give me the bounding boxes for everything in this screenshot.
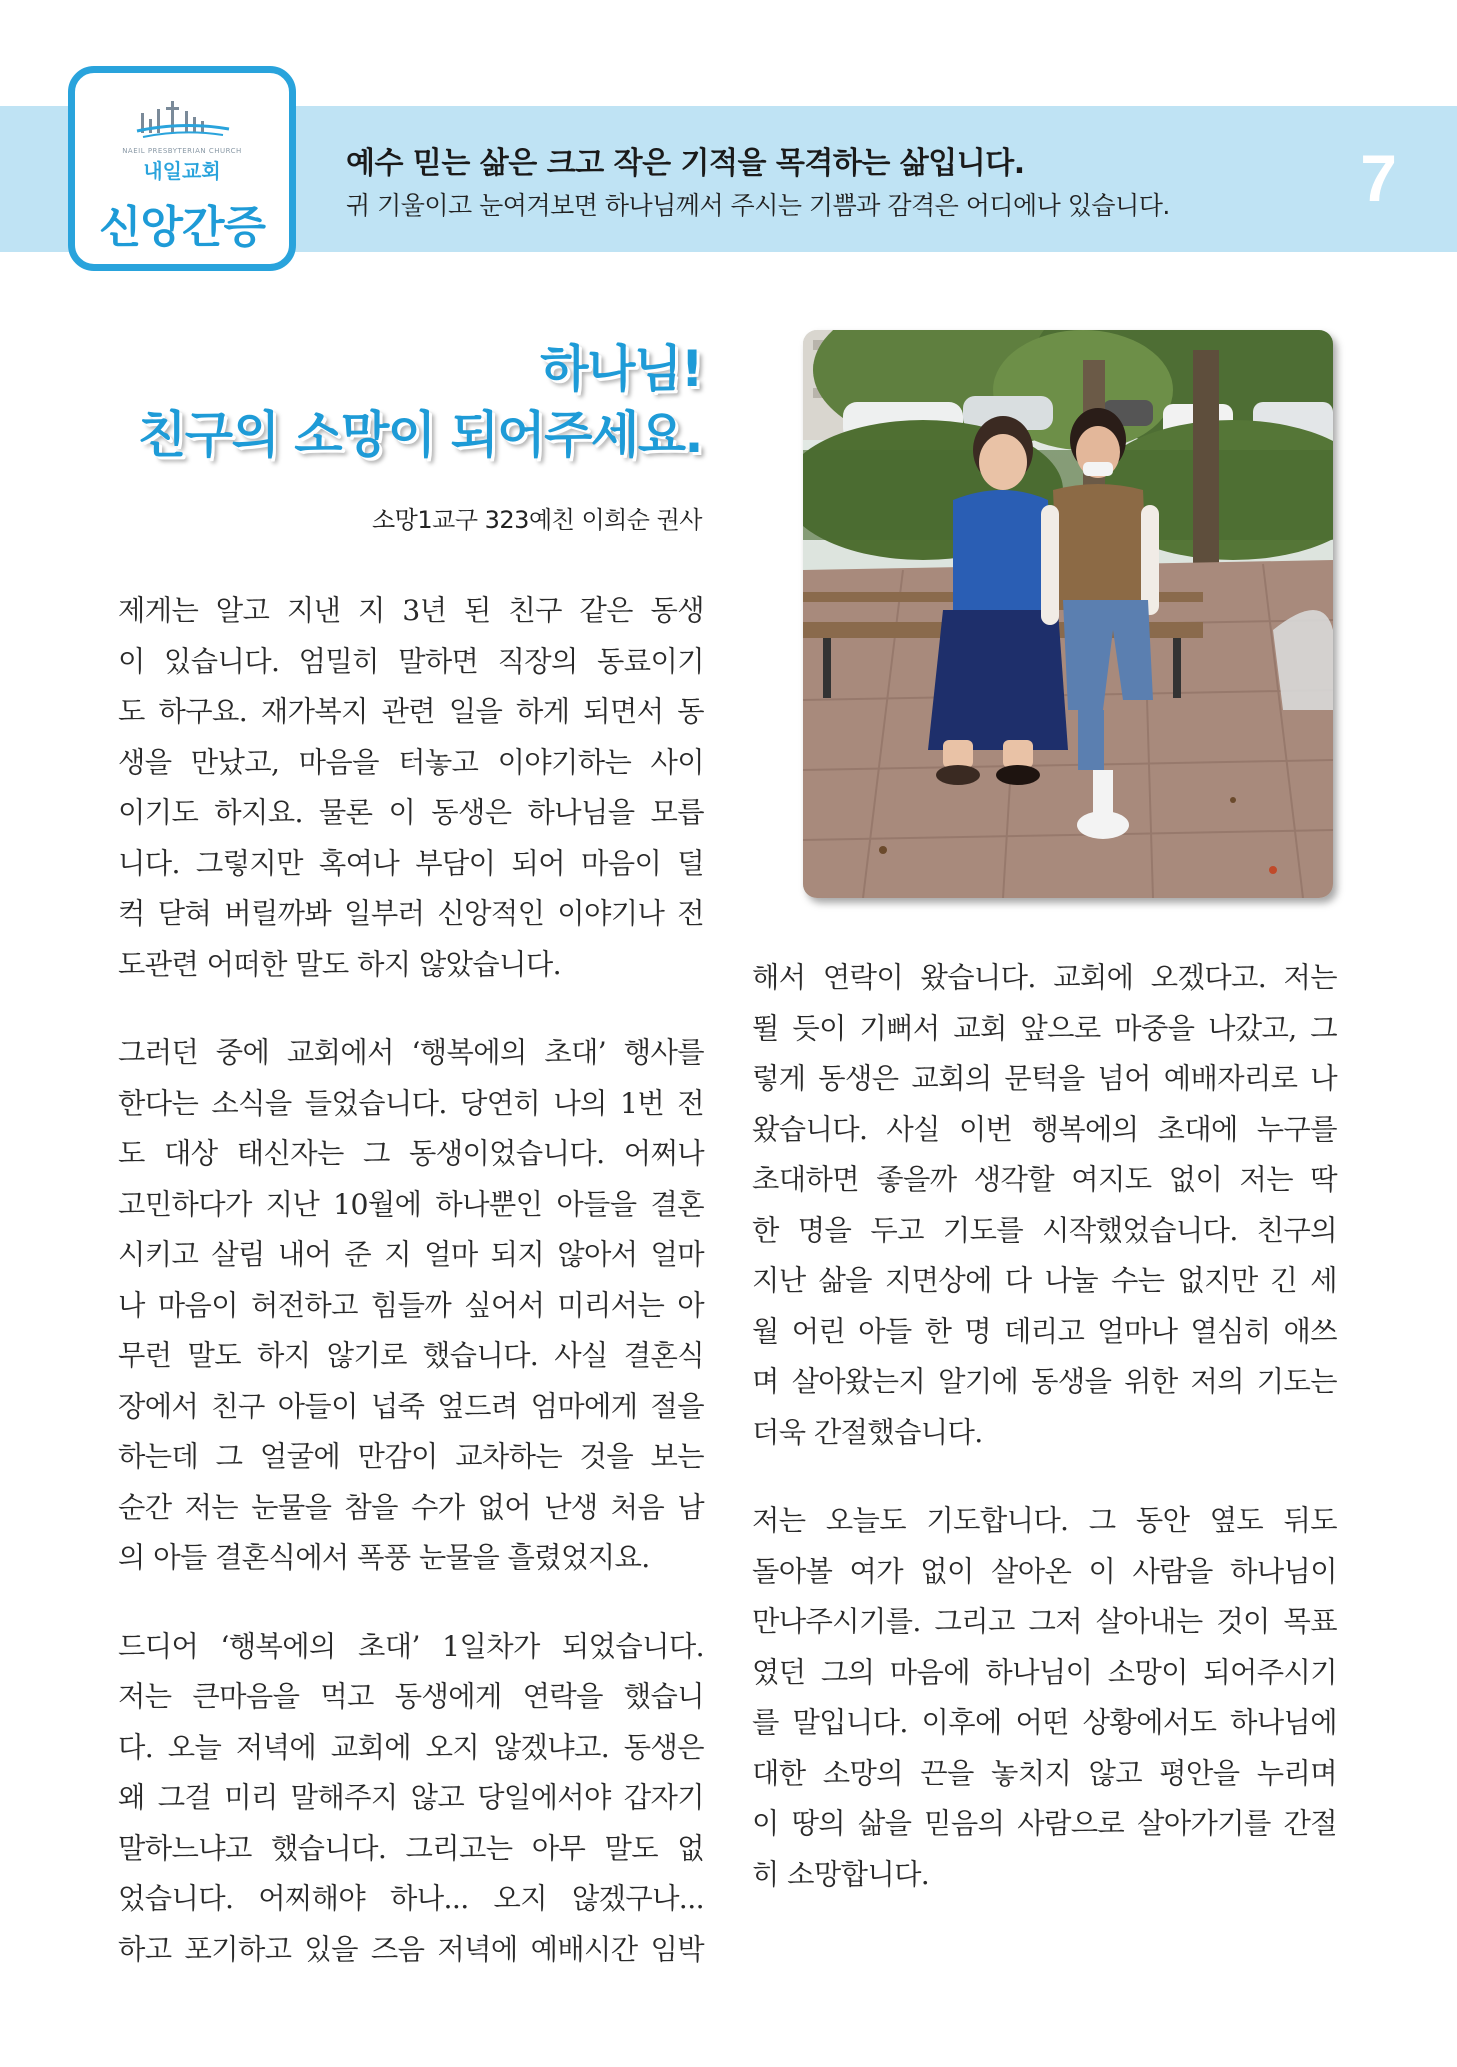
page-number: 7 — [1360, 141, 1397, 215]
article-right-column — [752, 953, 1337, 1900]
article-text-line: 무런 말도 하지 않기로 했습니다. 사실 결혼식 — [118, 1339, 704, 1372]
article-text-line: 히 소망합니다. — [752, 1857, 930, 1891]
article-text-line: 월 어린 아들 한 명 데리고 얼마나 열심히 애쓰 — [752, 1314, 1337, 1348]
logo-english-text: NAEIL PRESBYTERIAN CHURCH — [122, 147, 242, 155]
article-text-line: 저는 큰마음을 먹고 동생에게 연락을 했습니 — [118, 1680, 704, 1713]
article-text-line: 다. 오늘 저녁에 교회에 오지 않겠냐고. 동생은 — [118, 1730, 704, 1764]
article-text-line: 왔습니다. 사실 이번 행복에의 초대에 누구를 — [752, 1112, 1337, 1146]
logo-church-name: 내일교회 — [143, 159, 221, 183]
article-text-line: 말하느냐고 했습니다. 그리고는 아무 말도 없 — [118, 1831, 704, 1865]
article-text-line: 이 있습니다. 엄밀히 말하면 직장의 동료이기 — [118, 644, 704, 678]
article-text-line: 컥 닫혀 버릴까봐 일부러 신앙적인 이야기나 전 — [118, 897, 704, 930]
article-text-line: 돌아볼 여가 없이 살아온 이 사람을 하나님이 — [752, 1554, 1337, 1588]
article-text-line: 니다. 그렇지만 혹여나 부담이 되어 마음이 덜 — [118, 846, 704, 880]
article-text-line: 저는 오늘도 기도합니다. 그 동안 옆도 뒤도 — [752, 1504, 1337, 1537]
article-text-line: 드디어 ‘행복에의 초대’ 1일차가 되었습니다. — [118, 1629, 704, 1663]
article-byline: 소망1교구 323예친 이희순 권사 — [372, 506, 702, 534]
article-text-line: 시키고 살림 내어 준 지 얼마 되지 않아서 얼마 — [118, 1238, 704, 1271]
article-text-line: 한 명을 두고 기도를 시작했었습니다. 친구의 — [752, 1213, 1337, 1247]
article-title-line: 하나님! — [540, 340, 702, 398]
article-text-line: 지난 삶을 지면상에 다 나눌 수는 없지만 긴 세 — [752, 1264, 1337, 1297]
section-logo-badge — [68, 66, 296, 271]
article-text-line: 초대하면 좋을까 생각할 여지도 없이 저는 딱 — [752, 1163, 1337, 1196]
article-text-line: 도 하구요. 재가복지 관련 일을 하게 되면서 동 — [118, 695, 704, 728]
article-text-line: 해서 연락이 왔습니다. 교회에 오겠다고. 저는 — [752, 961, 1337, 994]
header-tagline: 예수 믿는 삶은 크고 작은 기적을 목격하는 삶입니다. — [346, 146, 1025, 181]
article-text-line: 제게는 알고 지낸 지 3년 된 친구 같은 동생 — [118, 594, 704, 627]
article-text-line: 대한 소망의 끈을 놓치지 않고 평안을 누리며 — [752, 1756, 1337, 1790]
article-text-line: 순간 저는 눈물을 참을 수가 없어 난생 처음 남 — [118, 1490, 704, 1524]
article-title-line: 친구의 소망이 되어주세요. — [137, 406, 702, 464]
paragraph-gap — [118, 990, 704, 1028]
article-title — [138, 336, 702, 468]
article-text-line: 를 말입니다. 이후에 어떤 상황에서도 하나님에 — [752, 1706, 1337, 1739]
article-text-line: 이 땅의 삶을 믿음의 사람으로 살아가기를 간절 — [752, 1807, 1337, 1840]
article-text-line: 만나주시기를. 그리고 그저 살아내는 것이 목표 — [752, 1605, 1337, 1638]
article-text-line: 하고 포기하고 있을 즈음 저녁에 예배시간 임박 — [118, 1932, 704, 1966]
article-text-line: 이기도 하지요. 물론 이 동생은 하나님을 모릅 — [118, 796, 704, 829]
article-text-line: 였던 그의 마음에 하나님이 소망이 되어주시기 — [752, 1655, 1337, 1689]
article-text-line: 그러던 중에 교회에서 ‘행복에의 초대’ 행사를 — [118, 1036, 704, 1069]
article-text-line: 도 대상 태신자는 그 동생이었습니다. 어쩌나 — [118, 1137, 704, 1170]
paragraph-gap — [752, 1458, 1337, 1496]
article-text-line: 며 살아왔는지 알기에 동생을 위한 저의 기도는 — [752, 1365, 1337, 1398]
article-photo — [803, 330, 1333, 898]
article-text-line: 생을 만났고, 마음을 터놓고 이야기하는 사이 — [118, 745, 704, 779]
church-logo-icon — [133, 97, 233, 147]
article-text-line: 한다는 소식을 들었습니다. 당연히 나의 1번 전 — [118, 1086, 704, 1120]
article-text-line: 장에서 친구 아들이 넙죽 엎드려 엄마에게 절을 — [118, 1389, 704, 1423]
article-text-line: 더욱 간절했습니다. — [752, 1415, 983, 1449]
article-text-line: 의 아들 결혼식에서 폭풍 눈물을 흘렸었지요. — [118, 1541, 650, 1574]
article-text-line: 고민하다가 지난 10월에 하나뿐인 아들을 결혼 — [118, 1187, 704, 1221]
article-text-line: 도관련 어떠한 말도 하지 않았습니다. — [118, 947, 561, 981]
header-subtagline: 귀 기울이고 눈여겨보면 하나님께서 주시는 기쁨과 감격은 어디에나 있습니다. — [346, 191, 1170, 220]
article-text-line: 었습니다. 어찌해야 하나... 오지 않겠구나... — [118, 1882, 704, 1915]
photo-two-women-on-bench-icon — [803, 330, 1333, 898]
section-title: 신앙간증 — [98, 202, 265, 253]
article-text-line: 뛸 듯이 기뻐서 교회 앞으로 마중을 나갔고, 그 — [752, 1011, 1337, 1045]
article-text-line: 렇게 동생은 교회의 문턱을 넘어 예배자리로 나 — [752, 1062, 1337, 1095]
paragraph-gap — [118, 1584, 704, 1622]
article-text-line: 나 마음이 허전하고 힘들까 싶어서 미리서는 아 — [118, 1288, 704, 1322]
article-left-column — [118, 586, 704, 1975]
article-text-line: 하는데 그 얼굴에 만감이 교차하는 것을 보는 — [118, 1440, 704, 1473]
article-text-line: 왜 그걸 미리 말해주지 않고 당일에서야 갑자기 — [118, 1781, 704, 1814]
